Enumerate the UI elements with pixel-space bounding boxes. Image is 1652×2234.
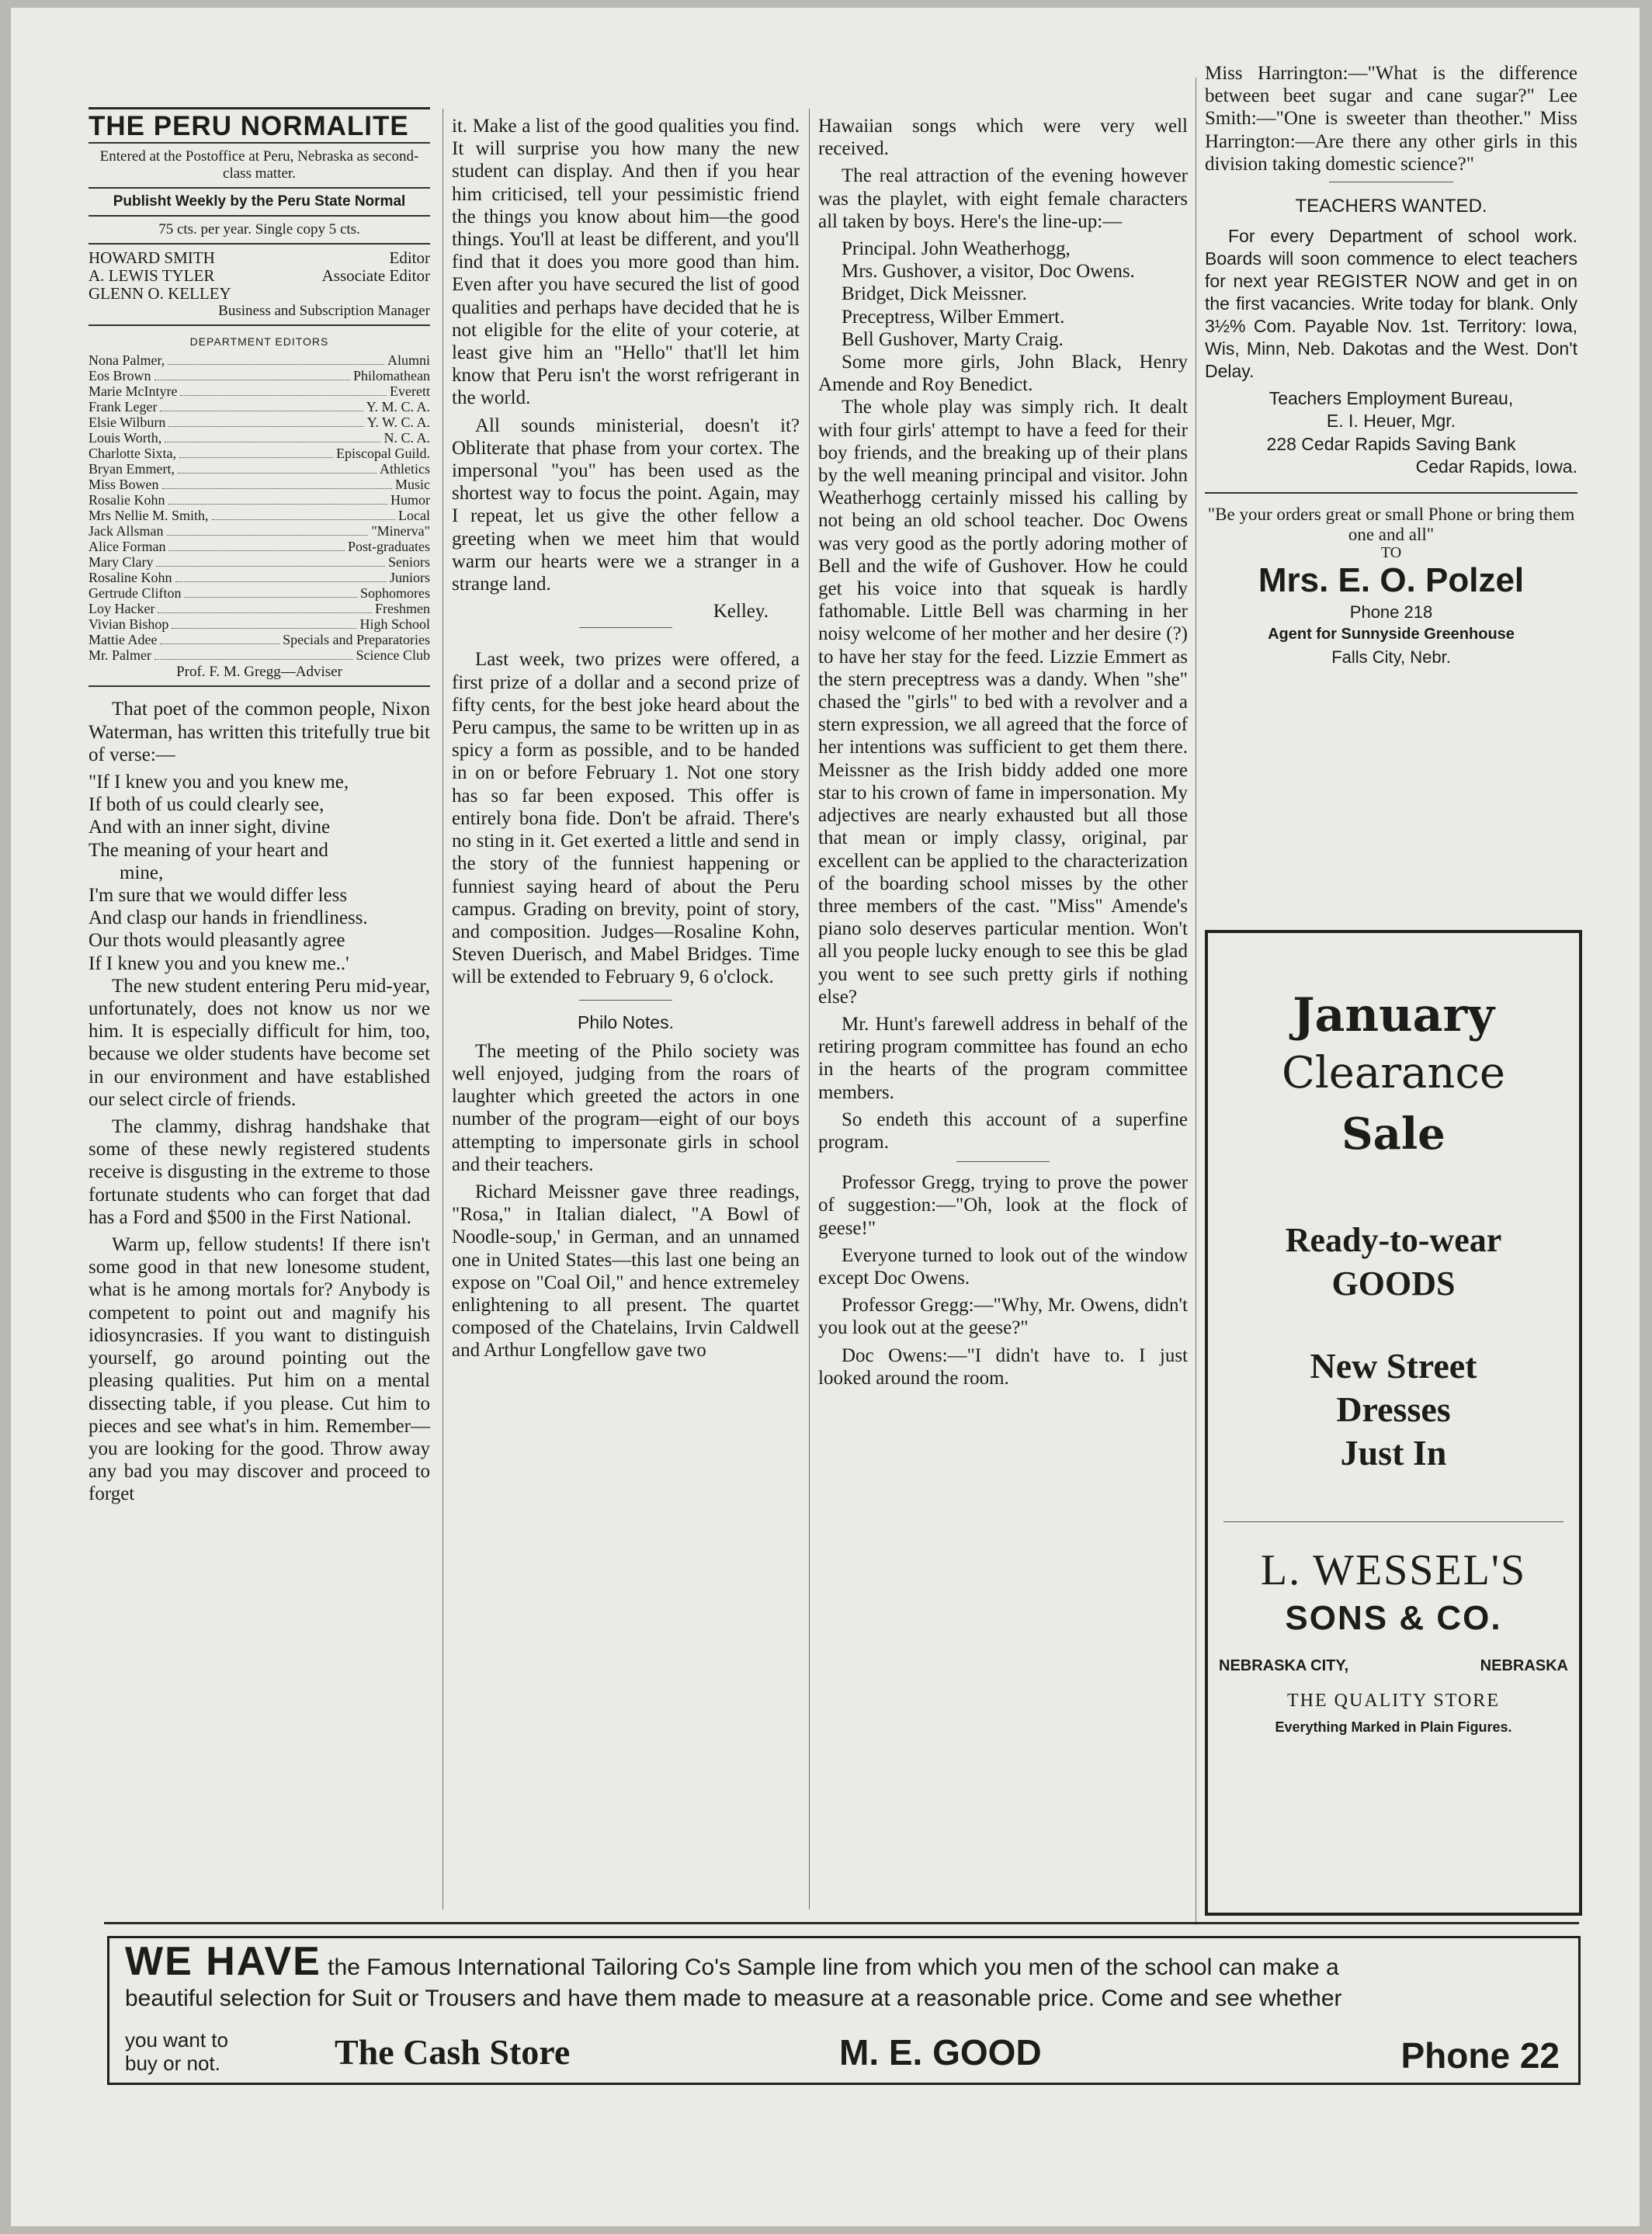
polzel-to: TO xyxy=(1380,544,1402,562)
editor-dept: Post-graduates xyxy=(348,539,430,555)
dot-leader xyxy=(168,550,345,551)
poem-verse xyxy=(88,771,430,975)
store-location xyxy=(1208,1657,1579,1675)
ad-lead: WE HAVE xyxy=(125,1939,321,1984)
verse-line: And with an inner sight, divine xyxy=(88,817,331,838)
dot-leader xyxy=(179,457,333,458)
dept-editor-row xyxy=(88,446,430,462)
column-separator xyxy=(442,109,443,1910)
staff-row: HOWARD SMITH Editor xyxy=(88,248,430,268)
dept-editor-row xyxy=(88,508,430,524)
divider xyxy=(88,243,430,245)
staff-row: A. LEWIS TYLER Associate Editor xyxy=(88,266,430,286)
paragraph: That poet of the common people, Nixon Waterman, has written this tritefully true bit of verse:— xyxy=(88,699,430,765)
editor-dept: Alumni xyxy=(387,352,430,369)
bottom-rule xyxy=(104,1922,1579,1924)
dot-leader xyxy=(184,597,357,598)
dot-leader xyxy=(168,364,384,365)
editor-dept: Juniors xyxy=(389,570,430,586)
paragraph: Professor Gregg, trying to prove the power of suggestion:—"Oh, look at the flock of geese!" xyxy=(818,1172,1188,1239)
owner-name: M. E. GOOD xyxy=(839,2032,1042,2073)
dept-editor-row xyxy=(88,648,430,664)
paragraph: Hawaiian songs which were very well received. xyxy=(818,116,1188,160)
ad-text: buy or not. xyxy=(125,2052,220,2075)
cash-store-name: The Cash Store xyxy=(335,2032,571,2072)
dept-heading: DEPARTMENT EDITORS xyxy=(189,335,329,349)
verse-line: And clasp our hands in friendliness. xyxy=(88,907,368,929)
editor-dept: Athletics xyxy=(380,461,430,477)
dot-leader xyxy=(172,628,356,629)
cast-line: Bridget, Dick Meissner. xyxy=(842,283,1027,305)
ad-line: Sale xyxy=(1341,1108,1446,1160)
paragraph: So endeth this account of a superfine program. xyxy=(818,1108,1188,1153)
store-name: L. WESSEL'S xyxy=(1260,1546,1527,1594)
dot-leader xyxy=(158,612,372,613)
paragraph: Doc Owens:—"I didn't have to. I just looked around the room. xyxy=(818,1344,1188,1389)
business-manager: Business and Subscription Manager xyxy=(218,303,430,320)
paragraph: Everyone turned to look out of the window except Doc Owens. xyxy=(818,1244,1188,1289)
verse-line: If both of us could clearly see, xyxy=(88,794,324,816)
ad-line: GOODS xyxy=(1331,1264,1456,1303)
verse-line: The meaning of your heart and xyxy=(88,839,328,861)
dept-editor-row xyxy=(88,400,430,415)
paragraph: The whole play was simply rich. It dealt with four girls' attempt to have a feed for their boy friends, and the breaking up of their plans by the well meaning principal and visitor. John Weatherhogg certainly missed his calling by not being an old school teacher. Doc Owens was very good as the portly adoring mother of Bell and the wife of Gushover. How he could get his voice into that squeak is hardly fathomable. Little Bell was charming in her noisy welcome of her mother and her desire (?) to have her stay for the feed. Lizzie Emmert as the stern preceptress was a dandy. When "she" chased the "girls" to bed with a revolver and a stern expression, we all agreed that the force of her intentions was sufficient to get them there. Meissner as the Irish biddy added one more star to his crown of fame in impersonation. My adjectives are nearly exhausted but all those that mean or imply classy, original, par excellent can be applied to the characterization of the boarding school misses by the other three members of the cast. "Miss" Amende's piano solo deserves particular mention. Won't all you people lucky enough to see this be glad you went to see such pretty girls if nothing else? xyxy=(818,397,1188,1008)
dept-editor-row xyxy=(88,602,430,617)
dept-editor-row xyxy=(88,539,430,555)
editor-name: Elsie Wilburn xyxy=(88,415,166,431)
store-state: NEBRASKA xyxy=(1480,1657,1568,1674)
editor-dept: Specials and Preparatories xyxy=(283,632,430,648)
editor-name: Jack Allsman xyxy=(88,523,164,539)
dept-editor-row xyxy=(88,353,430,369)
editor-name: Mary Clary xyxy=(88,554,154,571)
top-rule xyxy=(88,107,430,109)
adviser: Prof. F. M. Gregg—Adviser xyxy=(176,664,342,681)
dept-editor-row xyxy=(88,617,430,633)
polzel-phone: Phone 218 xyxy=(1349,602,1433,623)
editor-name: Rosalie Kohn xyxy=(88,492,165,508)
ad-text: beautiful selection for Suit or Trousers and have them made to measure at a reasonable price. Come and see whether xyxy=(125,1986,1342,2011)
dot-leader xyxy=(156,566,385,567)
dept-editor-row xyxy=(88,477,430,493)
verse-line: "If I knew you and you knew me, xyxy=(88,772,349,793)
paragraph: Mr. Hunt's farewell address in behalf of the retiring program committee has found an echo in the hearts of the program committee members. xyxy=(818,1013,1188,1103)
column-3 xyxy=(818,115,1188,1394)
editor-dept: Seniors xyxy=(388,554,430,571)
editor-name: Marie McIntyre xyxy=(88,383,178,400)
cast-line: Bell Gushover, Marty Craig. xyxy=(842,328,1064,350)
editor-name: Nona Palmer, xyxy=(88,352,165,369)
divider xyxy=(88,187,430,189)
editor-dept: Music xyxy=(395,477,430,493)
cast-line: Preceptress, Wilber Emmert. xyxy=(842,306,1065,328)
ad-copy xyxy=(109,1938,1578,2014)
editor-name: Mattie Adee xyxy=(88,632,158,648)
divider xyxy=(1223,1521,1564,1522)
editor-name: Eos Brown xyxy=(88,368,151,384)
cast-line: Principal. John Weatherhogg, xyxy=(842,238,1071,260)
dept-editor-row xyxy=(88,415,430,431)
paragraph: The meeting of the Philo society was well enjoyed, judging from the roars of laughter which greeted the actors in one number of the program—eight of our boys attempting to impersonate girls in school and their teachers. xyxy=(452,1040,800,1175)
cash-store-phone: Phone 22 xyxy=(1400,2035,1560,2076)
dot-leader xyxy=(160,643,279,644)
verse-line: Our thots would pleasantly agree xyxy=(88,930,345,952)
editor-dept: Humor xyxy=(390,492,430,508)
cast-list xyxy=(818,238,1188,396)
polzel-name: Mrs. E. O. Polzel xyxy=(1258,561,1525,600)
ad-line: January xyxy=(1293,988,1494,1042)
editor-dept: Science Club xyxy=(356,647,430,664)
signature: Kelley. xyxy=(713,601,769,623)
editor-dept: Sophomores xyxy=(360,585,430,602)
polzel-agent: Agent for Sunnyside Greenhouse xyxy=(1268,626,1515,643)
divider xyxy=(956,1161,1050,1162)
ad-line: Clearance xyxy=(1281,1048,1505,1098)
dept-editor-row xyxy=(88,462,430,477)
editor-name: Frank Leger xyxy=(88,399,158,415)
ad-line: Dresses xyxy=(1336,1389,1451,1429)
editor-name: Rosaline Kohn xyxy=(88,570,172,586)
polzel-quote: "Be your orders great or small Phone or bring them one and all" xyxy=(1207,505,1575,545)
teachers-wanted-body: For every Department of school work. Boards will soon commence to elect teachers for next year REGISTER NOW and get in on the first vacancies. Write today for blank. Only 3½% Com. Payable Nov. 1st. Territory: Iowa, Wis, Minn, Neb. Dakotas and the West. Don't Delay. xyxy=(1205,226,1577,382)
divider xyxy=(579,627,672,628)
verse-line: If I knew you and you knew me..' xyxy=(88,952,349,974)
divider xyxy=(88,685,430,687)
dept-editor-row xyxy=(88,369,430,384)
publish-notice: Publisht Weekly by the Peru State Normal xyxy=(113,193,406,210)
paragraph: Last week, two prizes were offered, a first prize of a dollar and a second prize of fifty cents, for the best joke heard about the Peru campus, the same to be written up in as spicy a form as possible, and to be handed in on or before February 1. Not one story has so far been exposed. This offer is entirely bona fide. Don't be afraid. There's no sting in it. Get exerted a little and send in the story of the funniest happening or funniest saying heard of about the Peru campus. Grading on brevity, point of story, and composition. Judges—Rosaline Kohn, Steven Duerisch, and Mabel Bridges. Time will be extended to February 9, 6 o'clock. xyxy=(452,649,800,988)
price-notice: 75 cts. per year. Single copy 5 cts. xyxy=(158,221,360,238)
verse-line: I'm sure that we would differ less xyxy=(88,885,348,907)
paragraph: The real attraction of the evening however was the playlet, with eight female characters all taken by boys. Here's the line-up:— xyxy=(818,165,1188,232)
ad-text: you want to xyxy=(125,2028,228,2052)
cash-store-ad xyxy=(107,1936,1581,2085)
verse-line: mine, xyxy=(120,862,164,883)
staff-row: GLENN O. KELLEY xyxy=(88,284,231,304)
paragraph: Miss Harrington:—"What is the difference between beet sugar and cane sugar?" Lee Smith:—"One is sweeter than theother." Miss Harrington:—Are there any other girls in this division taking domestic science?" xyxy=(1205,63,1577,175)
editor-dept: N. C. A. xyxy=(384,430,430,446)
store-name-2: SONS & CO. xyxy=(1285,1599,1502,1637)
dept-editor-row xyxy=(88,384,430,400)
dot-leader xyxy=(162,488,392,489)
dept-editor-row xyxy=(88,524,430,539)
editor-name: Vivian Bishop xyxy=(88,616,169,633)
divider xyxy=(579,1000,672,1001)
bureau-address: 228 Cedar Rapids Saving Bank xyxy=(1266,433,1516,454)
editor-dept: Local xyxy=(398,508,430,524)
ad-line: New Street xyxy=(1310,1346,1477,1386)
entered-notice: Entered at the Postoffice at Peru, Nebraska as second-class matter. xyxy=(99,148,419,182)
divider xyxy=(1205,492,1577,494)
dept-editor-row xyxy=(88,633,430,648)
store-footer: Everything Marked in Plain Figures. xyxy=(1275,1719,1512,1735)
column-1 xyxy=(88,111,430,1511)
section-heading: Philo Notes. xyxy=(577,1011,674,1032)
masthead-title: THE PERU NORMALITE xyxy=(88,111,409,141)
editor-dept: Y. W. C. A. xyxy=(366,415,430,431)
editor-name: Miss Bowen xyxy=(88,477,159,493)
newspaper-page xyxy=(11,8,1640,2226)
editor-name: Mrs Nellie M. Smith, xyxy=(88,508,209,524)
ad-text: the Famous International Tailoring Co's Sample line from which you men of the school can make a xyxy=(328,1955,1339,1980)
column-4 xyxy=(1205,62,1577,669)
editor-name: Louis Worth, xyxy=(88,430,162,446)
store-city: NEBRASKA CITY, xyxy=(1219,1657,1349,1674)
ad-text-left xyxy=(125,2028,228,2075)
dept-editor-row xyxy=(88,571,430,586)
dot-leader xyxy=(168,426,363,427)
paragraph: The clammy, dishrag handshake that some of these newly registered students receive is disgusting in the extreme to those fortunate students who can forget that dad has a Ford and $500 in the First National. xyxy=(88,1116,430,1228)
paragraph: Richard Meissner gave three readings, "Rosa," in Italian dialect, "A Bowl of Noodle-soup,' in German, and an unnamed one in United States—this last one being an expose on "Coal Oil," and hence extremeley enlightening to all present. The quartet composed of the Chatelains, Irvin Caldwell and Arthur Longfellow gave two xyxy=(452,1181,800,1362)
editor-dept: "Minerva" xyxy=(371,523,430,539)
cast-line: Some more girls, John Black, Henry Amende and Roy Benedict. xyxy=(818,352,1188,396)
editor-dept: Y. M. C. A. xyxy=(366,399,430,415)
dot-leader xyxy=(180,395,387,396)
dot-leader xyxy=(168,504,388,505)
editor-dept: Freshmen xyxy=(375,601,430,617)
wessel-ad xyxy=(1205,930,1582,1916)
column-separator xyxy=(809,109,810,1910)
editor-dept: Philomathean xyxy=(353,368,430,384)
ad-line: Ready-to-wear xyxy=(1285,1221,1502,1259)
paragraph: The new student entering Peru mid-year, unfortunately, does not know us nor we him. It is especially difficult for him, too, because we older students have become set in our environment and have established our select circle of friends. xyxy=(88,975,430,1110)
dot-leader xyxy=(178,473,377,474)
editor-name: Mr. Palmer xyxy=(88,647,151,664)
bureau-manager: E. I. Heuer, Mgr. xyxy=(1326,411,1456,432)
dot-leader xyxy=(212,519,396,520)
bureau-name: Teachers Employment Bureau, xyxy=(1268,388,1514,409)
editor-name: Bryan Emmert, xyxy=(88,461,175,477)
editor-name: Charlotte Sixta, xyxy=(88,446,176,462)
editor-dept: Episcopal Guild. xyxy=(336,446,430,462)
dept-editor-row xyxy=(88,555,430,571)
polzel-city: Falls City, Nebr. xyxy=(1331,647,1451,668)
ad-line: Just In xyxy=(1340,1433,1447,1473)
paragraph: All sounds ministerial, doesn't it? Obliterate that phase from your cortex. The impersonal "you" has been used as the shortest way to focus the point. Again, may I repeat, let us give the other fellow a greeting when we meet him that would warm our hearts were we a stranger in a strange land. xyxy=(452,415,800,595)
dept-editor-list xyxy=(88,353,430,664)
cast-line: Mrs. Gushover, a visitor, Doc Owens. xyxy=(842,261,1135,283)
divider xyxy=(88,142,430,144)
bureau-city: Cedar Rapids, Iowa. xyxy=(1415,456,1577,477)
store-tagline: THE QUALITY STORE xyxy=(1287,1691,1500,1711)
divider xyxy=(88,324,430,326)
editor-dept: High School xyxy=(359,616,430,633)
editor-name: Gertrude Clifton xyxy=(88,585,182,602)
column-2 xyxy=(452,115,800,1367)
dept-editor-row xyxy=(88,493,430,508)
divider xyxy=(88,215,430,217)
dept-editor-row xyxy=(88,586,430,602)
paragraph: it. Make a list of the good qualities you find. It will surprise you how many the new student can display. And then if you hear him criticised, tell your pessimistic friend the things you know about him—the good things. You'll at least be different, and you'll find that it does you more good than him. Even after you have secured the list of good qualities and perhaps have decided that he is not eligible for the elite of your coterie, at least give him an "Hello" that'll let him know that Peru isn't the worst refrigerant in the world. xyxy=(452,116,800,409)
editor-name: Alice Forman xyxy=(88,539,166,555)
teachers-wanted-heading: TEACHERS WANTED. xyxy=(1295,196,1487,217)
dot-leader xyxy=(154,659,353,660)
editor-name: Loy Hacker xyxy=(88,601,155,617)
dept-editor-row xyxy=(88,431,430,446)
paragraph: Professor Gregg:—"Why, Mr. Owens, didn't you look out at the geese?" xyxy=(818,1295,1188,1339)
dot-leader xyxy=(175,581,387,582)
paragraph: Warm up, fellow students! If there isn't some good in that new lonesome student, what is he among mortals for? Anybody is competent to point out and magnify his idiosyncrasies. If you want to distinguish yourself, go around pointing out the pleasing qualities. Put him on a mental dissecting table, if you please. Cut him to pieces and see what's in him. Remember—you are looking for the good. Throw away any bad you may discover and proceed to forget xyxy=(88,1234,430,1505)
editor-dept: Everett xyxy=(390,383,430,400)
dot-leader xyxy=(167,535,369,536)
